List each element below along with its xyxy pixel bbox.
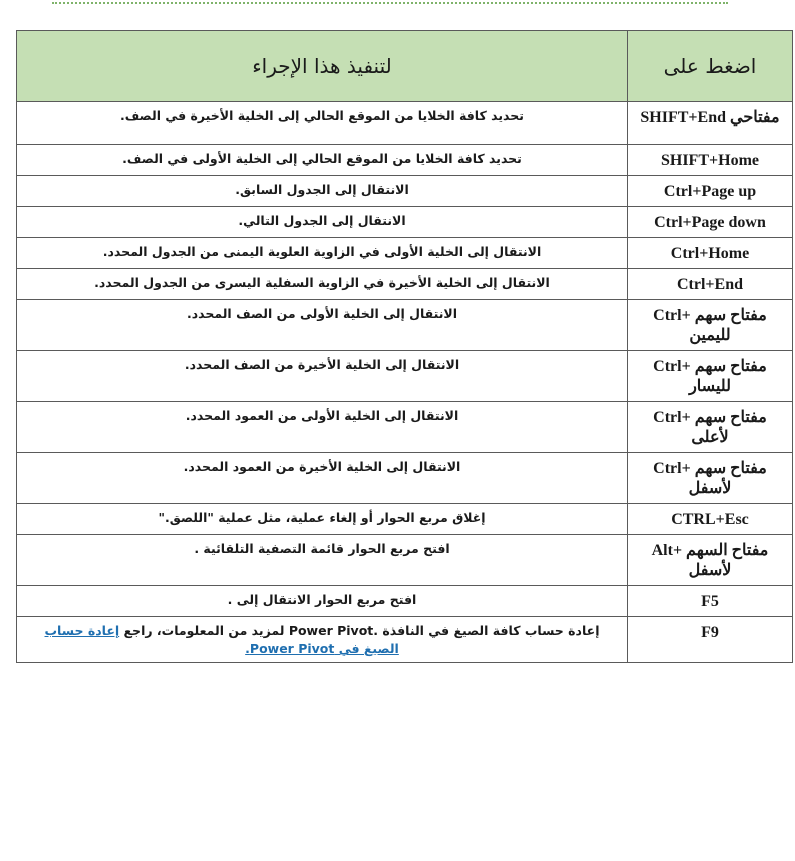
shortcut-action: تحديد كافة الخلايا من الموقع الحالي إلى الخلية الأخيرة في الصف.	[17, 102, 628, 145]
table-row	[17, 617, 793, 663]
shortcut-keys: Ctrl+Page up	[628, 176, 793, 207]
shortcut-action: الانتقال إلى الخلية الأولى في الزاوية العلوية اليمنى من الجدول المحدد.	[17, 238, 628, 269]
shortcut-keys: مفتاح سهم +Ctrl لليمين	[628, 300, 793, 351]
shortcut-keys: مفتاح سهم +Ctrl لأسفل	[628, 453, 793, 504]
shortcut-keys: Ctrl+Home	[628, 238, 793, 269]
shortcut-action: افتح مربع الحوار الانتقال إلى .	[17, 586, 628, 617]
shortcut-keys: Ctrl+Page down	[628, 207, 793, 238]
shortcut-keys: CTRL+Esc	[628, 504, 793, 535]
table-row	[17, 453, 793, 504]
shortcut-keys: مفتاح سهم +Ctrl لليسار	[628, 351, 793, 402]
shortcut-keys: F9	[628, 617, 793, 663]
top-dotted-divider	[52, 2, 728, 4]
table-row	[17, 504, 793, 535]
action-text: إعادة حساب كافة الصيغ في النافذة .Power Pivot لمزيد من المعلومات، راجع	[123, 623, 600, 638]
shortcut-keys: مفتاح السهم +Alt لأسفل	[628, 535, 793, 586]
shortcut-action: الانتقال إلى الجدول السابق.	[17, 176, 628, 207]
shortcut-keys: SHIFT+Home	[628, 145, 793, 176]
table-row	[17, 402, 793, 453]
shortcut-action: افتح مربع الحوار قائمة التصفية التلقائية .	[17, 535, 628, 586]
table-row	[17, 269, 793, 300]
table-row	[17, 535, 793, 586]
shortcut-keys: مفتاح سهم +Ctrl لأعلى	[628, 402, 793, 453]
table-row	[17, 586, 793, 617]
shortcut-action: الانتقال إلى الخلية الأولى من العمود المحدد.	[17, 402, 628, 453]
table-header-row	[17, 31, 793, 102]
header-keys: اضغط على	[628, 31, 793, 102]
shortcut-keys: Ctrl+End	[628, 269, 793, 300]
shortcut-action: الانتقال إلى الخلية الأولى من الصف المحدد.	[17, 300, 628, 351]
recalculate-formulas-link[interactable]: إعادة حساب الصيغ في Power Pivot.	[44, 623, 399, 656]
table-row	[17, 207, 793, 238]
shortcut-action	[17, 617, 628, 663]
table-row	[17, 238, 793, 269]
shortcut-action: الانتقال إلى الخلية الأخيرة في الزاوية السفلية اليسرى من الجدول المحدد.	[17, 269, 628, 300]
shortcut-action: تحديد كافة الخلايا من الموقع الحالي إلى الخلية الأولى في الصف.	[17, 145, 628, 176]
shortcut-action: الانتقال إلى الخلية الأخيرة من الصف المحدد.	[17, 351, 628, 402]
table-row	[17, 102, 793, 145]
table-row	[17, 300, 793, 351]
shortcut-action: الانتقال إلى الخلية الأخيرة من العمود المحدد.	[17, 453, 628, 504]
header-action: لتنفيذ هذا الإجراء	[17, 31, 628, 102]
table-row	[17, 145, 793, 176]
shortcut-keys: F5	[628, 586, 793, 617]
table-row	[17, 176, 793, 207]
table-row	[17, 351, 793, 402]
shortcut-action: إغلاق مربع الحوار أو إلغاء عملية، مثل عملية "اللصق."	[17, 504, 628, 535]
shortcut-action: الانتقال إلى الجدول التالي.	[17, 207, 628, 238]
shortcut-keys: مفتاحي SHIFT+End	[628, 102, 793, 145]
shortcuts-table	[16, 30, 793, 663]
